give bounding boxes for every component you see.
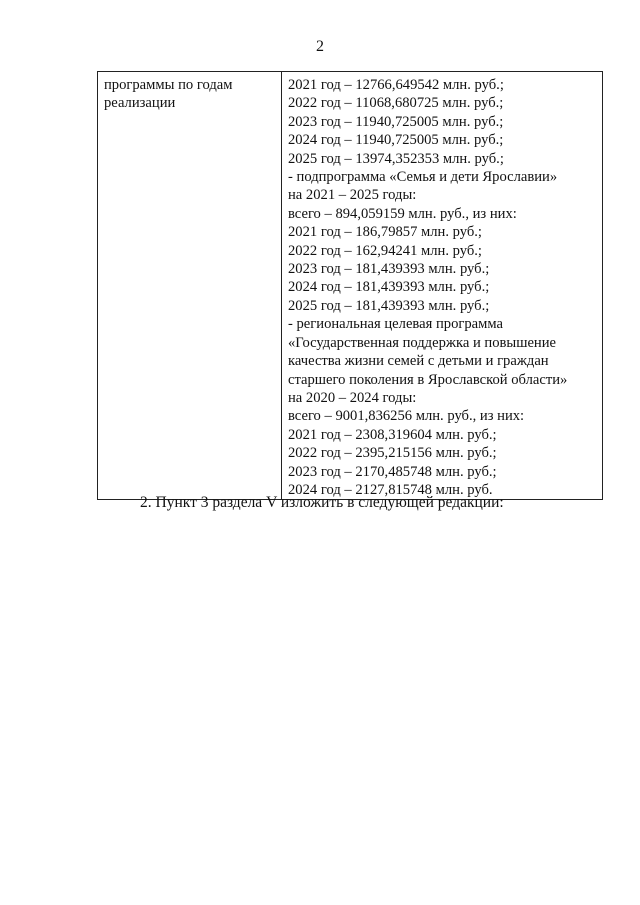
page-number: 2 [316,38,324,55]
value-line: 2023 год – 181,439393 млн. руб.; [288,261,490,278]
value-line: 2024 год – 11940,725005 млн. руб.; [288,132,504,149]
value-line: - региональная целевая программа [288,316,503,333]
label-line: программы по годам [104,77,233,93]
paragraph-text: 2. Пункт 3 раздела V изложить в следующей редакции: [140,494,504,511]
value-line: всего – 9001,836256 млн. руб., из них: [288,408,525,425]
table-cell-values [282,72,603,500]
value-line: 2025 год – 181,439393 млн. руб.; [288,297,490,314]
value-line: 2024 год – 181,439393 млн. руб.; [288,279,490,296]
value-line: «Государственная поддержка и повышение [288,334,557,351]
funding-table [97,71,603,500]
label-lines [98,72,281,113]
value-line: 2021 год – 2308,319604 млн. руб.; [288,426,497,443]
value-line: 2021 год – 12766,649542 млн. руб.; [288,77,504,93]
value-line: 2024 год – 2127,815748 млн. руб. [288,481,493,498]
value-line: - подпрограмма «Семья и дети Ярославии» [288,169,558,186]
value-line: 2023 год – 2170,485748 млн. руб.; [288,463,497,480]
value-line: 2022 год – 11068,680725 млн. руб.; [288,95,504,112]
value-line: на 2020 – 2024 годы: [288,389,417,406]
value-line: 2023 год – 11940,725005 млн. руб.; [288,113,504,130]
label-line: реализации [104,95,176,112]
value-line: 2022 год – 2395,215156 млн. руб.; [288,445,497,462]
value-line: на 2021 – 2025 годы: [288,187,417,204]
value-line: 2021 год – 186,79857 млн. руб.; [288,224,482,241]
value-line: 2022 год – 162,94241 млн. руб.; [288,242,482,259]
value-line: всего – 894,059159 млн. руб., из них: [288,205,517,222]
value-line: старшего поколения в Ярославской области» [288,371,568,388]
table-row [98,72,603,500]
value-line: качества жизни семей с детьми и граждан [288,353,549,370]
table-cell-label [98,72,282,500]
value-line: 2025 год – 13974,352353 млн. руб.; [288,150,504,167]
value-lines [282,72,602,499]
